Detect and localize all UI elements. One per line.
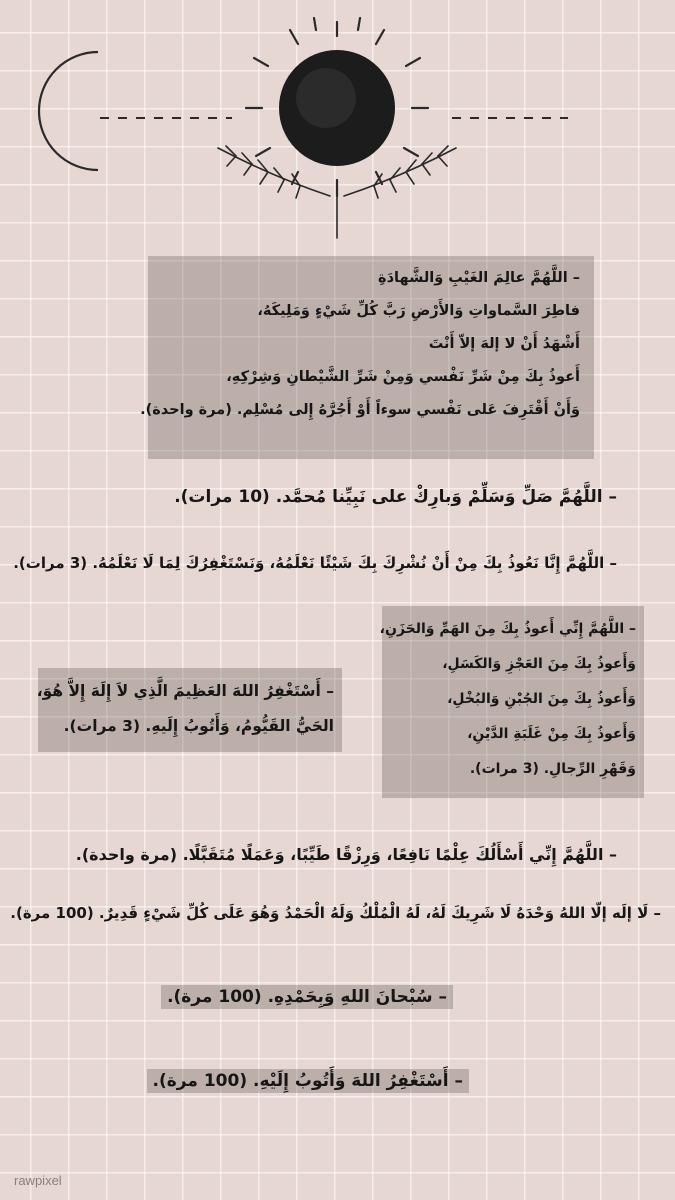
- crescent-moon-left-icon: [39, 52, 98, 170]
- dua-9-text: – أَسْتَغْفِرُ اللهَ وَأَتُوبُ إِلَيْهِ. (100 مرة).: [147, 1069, 469, 1093]
- rawpixel-watermark: rawpixel: [14, 1173, 62, 1188]
- crescent-moon-right-icon: [578, 52, 637, 170]
- dua-1-line-5: وَأَنْ أَقْتَرِفَ عَلى نَفْسي سوءاً أَوْ أَجُرَّهُ إِلى مُسْلِم. (مرة واحدة).: [140, 402, 580, 418]
- dua-block-5: [38, 668, 342, 752]
- dua-1-line-3: أَشْهَدُ أَنْ لا إلهَ إلاّ أَنْتَ: [428, 336, 580, 352]
- dua-block-3: – اللَّهُمَّ إِنَّا نَعُوذُ بِكَ مِنْ أَنْ نُشْرِكَ بِكَ شَيْئًا نَعْلَمُهُ، وَنَسْتَغْفِرُكَ لِمَا لَا نَعْلَمُهُ. (3 مرات).: [13, 554, 617, 572]
- dua-5-line-2: الحَيُّ القَيُّومُ، وَأَتُوبُ إِلَيهِ. (3 مرات).: [63, 717, 334, 735]
- dua-block-6: – اللَّهُمَّ إِنِّي أَسْأَلُكَ عِلْمًا نَافِعًا، وَرِزْقًا طَيِّبًا، وَعَمَلًا مُتَقَبَّلًا. (مرة واحدة).: [75, 845, 617, 864]
- dua-4-line-5: وَقَهْرِ الرِّجالِ. (3 مرات).: [469, 761, 636, 777]
- dua-block-1: [140, 256, 594, 459]
- dua-block-9: [147, 1066, 469, 1096]
- dua-1-line-2: فاطِرَ السَّماواتِ وَالأَرْضِ رَبَّ كُلِّ شَيْءٍ وَمَلِيكَهُ،: [257, 303, 580, 319]
- dua-4-line-4: وَأَعوذُ بِكَ مِنْ غَلَبَةِ الدَّيْنِ،: [467, 726, 636, 742]
- dua-5-line-1: – أَسْتَغْفِرُ اللهَ العَظِيمَ الَّذِي لاَ إِلَهَ إِلاَّ هُوَ،: [36, 682, 334, 700]
- header-illustration: [0, 0, 675, 250]
- dua-4-line-3: وَأَعوذُ بِكَ مِنَ الجُبْنِ وَالبُخْلِ،: [447, 691, 636, 707]
- dua-1-line-1: – اللَّهُمَّ عالِمَ الغَيْبِ وَالشَّهادَةِ: [378, 270, 580, 286]
- dua-block-2: – اللَّهُمَّ صَلِّ وَسَلِّمْ وَبارِكْ على نَبِيِّنا مُحمَّد. (10 مرات).: [174, 487, 617, 507]
- dua-block-8: [161, 982, 453, 1012]
- dua-8-text: – سُبْحانَ اللهِ وَبِحَمْدِهِ. (100 مرة).: [161, 985, 453, 1009]
- sun-icon: [246, 18, 428, 196]
- dua-block-7: – لَا إلَه إلّا اللهُ وَحْدَهُ لَا شَرِيكَ لَهُ، لَهُ الْمُلْكُ وَلَهُ الْحَمْدُ وَهُوَ عَلَى كُلِّ شَيْءٍ قَدِيرٌ. (100 مرة).: [10, 904, 661, 922]
- dua-4-line-2: وَأَعوذُ بِكَ مِنَ العَجْزِ وَالكَسَلِ،: [442, 656, 636, 672]
- dua-block-4: [379, 606, 644, 798]
- dua-1-line-4: أَعوذُ بِكَ مِنْ شَرِّ نَفْسي وَمِنْ شَرِّ الشَّيْطانِ وَشِرْكِهِ،: [226, 369, 580, 385]
- dua-4-line-1: – اللَّهُمَّ إِنِّي أَعوذُ بِكَ مِنَ الهَمِّ وَالحَزَنِ،: [379, 621, 636, 637]
